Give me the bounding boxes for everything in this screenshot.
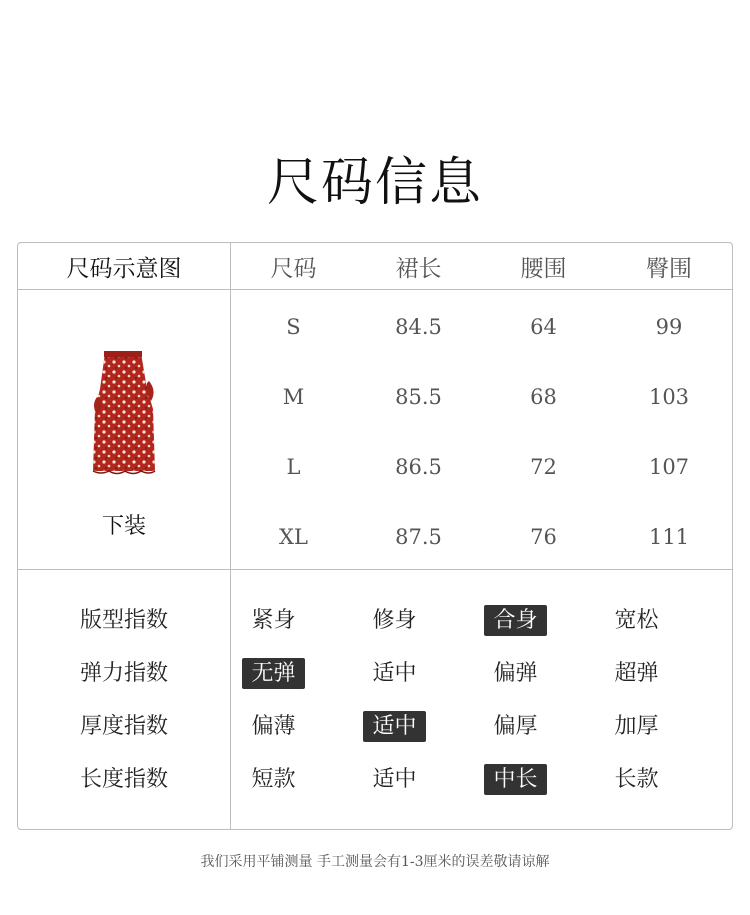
cell-size: M <box>282 385 305 409</box>
index-option-selected: 无弹 <box>242 658 305 689</box>
cell-skirt-length: 87.5 <box>395 525 442 549</box>
index-option: 超弹 <box>614 661 659 686</box>
cell-hip: 99 <box>655 315 683 339</box>
index-label: 弹力指数 <box>79 661 168 686</box>
index-option: 宽松 <box>614 608 659 633</box>
index-label: 厚度指数 <box>79 714 168 739</box>
size-diagram <box>18 291 230 569</box>
header-waist: 腰围 <box>520 256 567 282</box>
index-option: 紧身 <box>251 608 296 633</box>
index-option: 偏薄 <box>251 714 296 739</box>
diagram-caption: 下装 <box>101 514 146 539</box>
index-option: 修身 <box>372 608 417 633</box>
cell-hip: 111 <box>648 525 690 549</box>
header-size: 尺码 <box>270 256 317 282</box>
cell-size: XL <box>279 525 308 549</box>
header-diagram-label: 尺码示意图 <box>66 256 182 282</box>
cell-waist: 68 <box>530 385 557 409</box>
size-table <box>17 242 733 830</box>
index-label: 版型指数 <box>79 608 168 633</box>
index-option: 偏厚 <box>493 714 538 739</box>
cell-size: L <box>286 455 301 479</box>
footer-note: 我们采用平铺测量 手工测量会有1-3厘米的误差敬请谅解 <box>200 854 550 870</box>
index-option: 长款 <box>614 767 659 792</box>
index-option-selected: 中长 <box>484 764 547 795</box>
cell-hip: 107 <box>648 455 690 479</box>
index-option: 偏弹 <box>493 661 538 686</box>
index-option: 适中 <box>372 661 417 686</box>
page-title: 尺码信息 <box>266 153 483 213</box>
index-option-selected: 适中 <box>363 711 426 742</box>
section-divider <box>18 569 732 570</box>
index-option-selected: 合身 <box>484 605 547 636</box>
cell-size: S <box>286 315 301 339</box>
cell-skirt-length: 85.5 <box>395 385 442 409</box>
cell-waist: 64 <box>530 315 557 339</box>
header-hip: 臀围 <box>646 256 692 282</box>
index-option: 短款 <box>251 767 296 792</box>
skirt-image <box>91 349 157 477</box>
cell-hip: 103 <box>648 385 690 409</box>
cell-waist: 76 <box>530 525 557 549</box>
index-label: 长度指数 <box>79 767 168 792</box>
cell-skirt-length: 86.5 <box>395 455 442 479</box>
cell-skirt-length: 84.5 <box>395 315 442 339</box>
header-skirt-length: 裙长 <box>395 256 442 282</box>
index-option: 加厚 <box>614 714 659 739</box>
cell-waist: 72 <box>530 455 557 479</box>
index-option: 适中 <box>372 767 417 792</box>
